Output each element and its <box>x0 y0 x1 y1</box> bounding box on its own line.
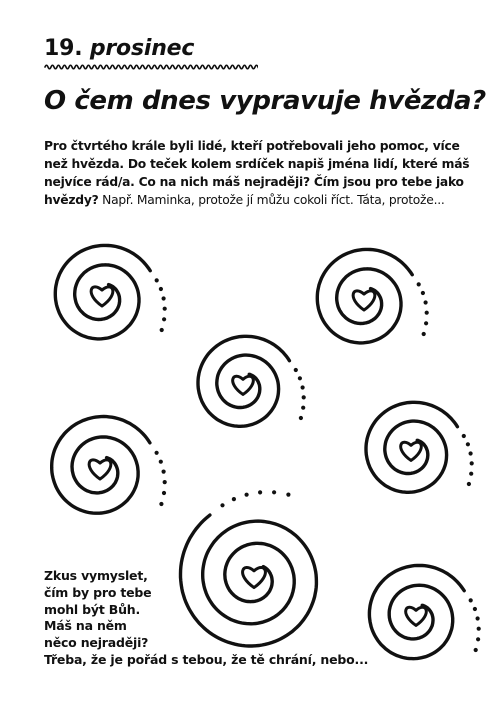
writing-dot <box>163 307 167 311</box>
heart-icon <box>91 287 113 306</box>
writing-dot <box>469 451 473 455</box>
heart-icon <box>406 607 427 625</box>
writing-dot <box>162 317 166 321</box>
date-number: 19. <box>44 36 83 61</box>
bottom-line: Třeba, že je pořád s tebou, že tě chrání, nebo... <box>44 651 369 667</box>
spiral-line <box>366 402 457 492</box>
writing-dot <box>301 406 305 410</box>
writing-dot <box>462 434 466 438</box>
writing-dot <box>162 491 166 495</box>
writing-dot <box>298 376 302 380</box>
writing-dot <box>159 287 163 291</box>
writing-dot <box>294 368 298 372</box>
writing-dot <box>232 497 236 501</box>
writing-dot <box>155 278 159 282</box>
writing-dot <box>422 332 426 336</box>
spiral-line <box>52 417 150 514</box>
spiral-heart-icon <box>369 565 480 658</box>
bottom-line: Máš na něm <box>44 618 127 634</box>
writing-dot <box>160 328 164 332</box>
spiral-heart-icon <box>366 402 474 492</box>
writing-dot <box>467 482 471 486</box>
writing-dot <box>425 311 429 315</box>
writing-dot <box>302 395 306 399</box>
writing-dot <box>159 460 163 464</box>
writing-dot <box>162 296 166 300</box>
writing-dot <box>299 416 303 420</box>
heart-icon <box>89 460 111 479</box>
writing-dot <box>469 472 473 476</box>
writing-dot <box>474 648 478 652</box>
spiral-heart-icon <box>55 245 166 339</box>
instructions-bold: Pro čtvrtého krále byli lidé, kteří potřebovali jeho pomoc, více než hvězda. Do teček kolem srdíček napiš jména lidí, které máš nejvíce rád/a. Co na nich máš nejraději? Čím jsou pro tebe jako hvězdy? <box>44 139 470 207</box>
writing-dot <box>258 490 262 494</box>
spiral-line <box>369 565 464 658</box>
writing-dot <box>477 627 481 631</box>
spiral-heart-icon <box>52 417 167 514</box>
writing-dot <box>301 385 305 389</box>
writing-dot <box>286 493 290 497</box>
spiral-line <box>198 336 289 426</box>
bottom-line: čím by pro tebe <box>44 584 152 600</box>
writing-dot <box>159 502 163 506</box>
writing-dot <box>469 598 473 602</box>
bottom-line: mohl být Bůh. <box>44 601 141 617</box>
instructions-example: Např. Maminka, protože jí můžu cokoli říct. Táta, protože... <box>98 193 445 207</box>
writing-dot <box>245 493 249 497</box>
spiral-line <box>317 249 412 343</box>
writing-dot <box>466 442 470 446</box>
bottom-prompt <box>44 568 368 669</box>
writing-dot <box>476 616 480 620</box>
bottom-line: Zkus vymyslet, <box>44 568 148 583</box>
writing-dot <box>272 490 276 494</box>
writing-dot <box>421 291 425 295</box>
writing-dot <box>162 470 166 474</box>
writing-dot <box>163 480 167 484</box>
heart-icon <box>233 376 254 394</box>
writing-dot <box>424 321 428 325</box>
heart-icon <box>401 442 422 460</box>
writing-dot <box>470 461 474 465</box>
writing-dot <box>473 607 477 611</box>
page-title: O čem dnes vypravuje hvězda? <box>44 86 486 116</box>
spiral-heart-icon <box>198 336 306 426</box>
date-word: prosinec <box>89 36 195 61</box>
spiral-line <box>55 245 150 339</box>
writing-dot <box>476 637 480 641</box>
heart-icon <box>353 291 375 310</box>
writing-dot <box>424 300 428 304</box>
spiral-heart-icon <box>317 249 429 343</box>
bottom-line: něco nejraději? <box>44 635 149 651</box>
writing-dot <box>155 451 159 455</box>
writing-dot <box>220 503 224 507</box>
writing-dot <box>417 282 421 286</box>
